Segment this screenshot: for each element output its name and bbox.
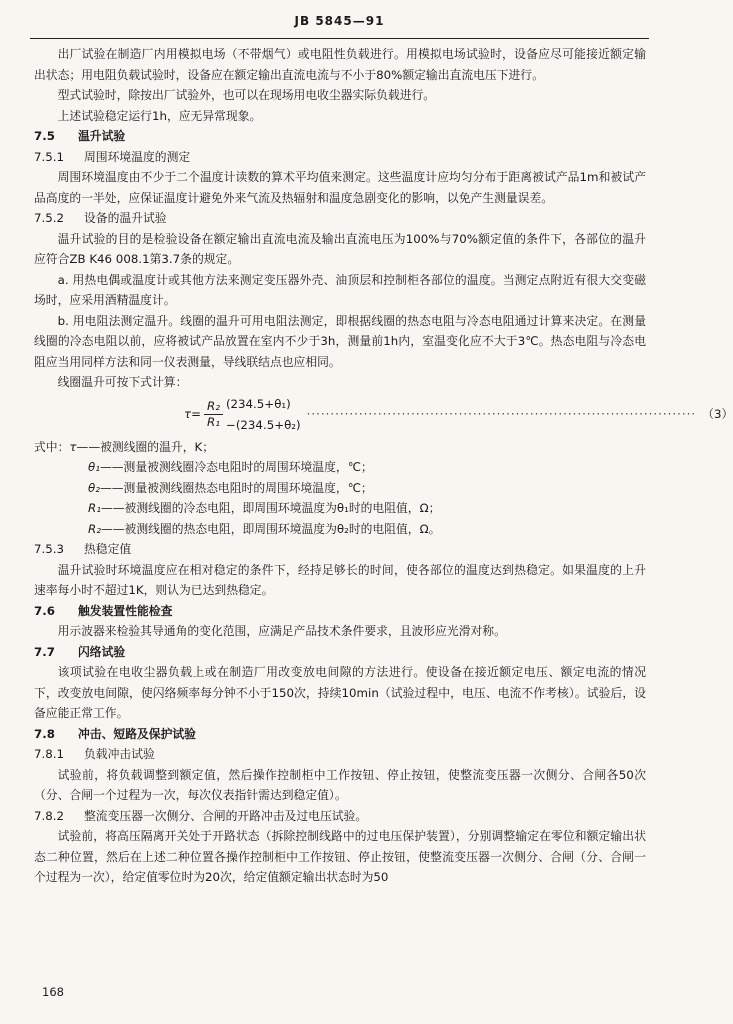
- paragraph: 用示波器来检验其导通角的变化范围，应满足产品技术条件要求，且波形应光滑对称。: [57, 624, 506, 638]
- definition-item: θ₂——测量被测线圈热态电阻时的周围环境温度，℃；: [88, 480, 373, 495]
- paragraph: 试验前，将高压隔离开关处于开路状态（拆除控制线路中的过电压保护装置），分别调整输定在零位和额定输出状态二种位置，然后在上述二种位置各操作控制柜中工作按钮、停止按钮，使整流变压器一次侧分、合闸（分、合闸一个过程为一次），给定值零位时为20次，给定值额定输出状态时为50: [34, 829, 646, 884]
- section-title: 闪络试验: [78, 644, 126, 659]
- equation-lhs: τ=: [184, 407, 201, 422]
- page-number: 168: [42, 985, 64, 999]
- paragraph: 温升试验的目的是检验设备在额定输出直流电流及输出直流电压为100%与70%额定值的条件下，各部位的温升应符合ZB K46 008.1第3.7条的规定。: [34, 231, 646, 266]
- symbol: θ₂: [88, 480, 100, 495]
- leader-dots: ··················································································: [306, 407, 697, 422]
- subsection-heading: [34, 539, 646, 560]
- symbol: R₁: [88, 501, 101, 515]
- section-title: 冲击、短路及保护试验: [78, 726, 196, 741]
- definition-item: R₁——被测线圈的冷态电阻，即周围环境温度为θ₁时的电阻值，Ω；: [88, 501, 441, 515]
- section-number: 7.8.2: [34, 808, 65, 823]
- subsection-heading: [34, 744, 646, 765]
- section-title: 周围环境温度的测定: [84, 149, 191, 164]
- definition-item: R₂——被测线圈的热态电阻，即周围环境温度为θ₂时的电阻值，Ω。: [88, 521, 441, 536]
- section-number: 7.5.1: [34, 149, 65, 164]
- section-heading: [34, 126, 646, 147]
- fraction-denominator: R₁: [207, 415, 220, 429]
- standard-number: JB 5845—91: [294, 14, 385, 28]
- paragraph: 上述试验稳定运行1h，应无异常现象。: [57, 108, 262, 123]
- paragraph: 出厂试验在制造厂内用模拟电场（不带烟气）或电阻性负载进行。用模拟电场试验时，设备应尽可能接近额定输出状态；用电阻负载试验时，设备应在额定输出直流电流与不小于80%额定输出直流电压下进行。: [34, 47, 646, 82]
- paragraph: b. 用电阻法测定温升。线圈的温升可用电阻法测定，即根据线圈的热态电阻与冷态电阻通过计算来决定。在测量线圈的冷态电阻以前，应将被试产品放置在室内不少于3h，测量前1h内，室温变化应不大于3℃。热态电阻与冷态电阻应当用同样方法和同一仪表测量，导线联结点也应相同。: [34, 313, 646, 369]
- section-number: 7.5: [34, 129, 55, 143]
- subsection-heading: [34, 147, 646, 168]
- variable-definitions: [34, 437, 646, 540]
- section-number: 7.5.3: [34, 542, 65, 556]
- section-title: 负载冲击试验: [84, 747, 155, 761]
- symbol: θ₁: [88, 460, 100, 474]
- symbol: τ: [69, 439, 77, 454]
- definition-item: θ₁——测量被测线圈冷态电阻时的周围环境温度，℃；: [88, 460, 373, 474]
- section-title: 触发装置性能检查: [78, 603, 173, 618]
- paragraph: 温升试验时环境温度应在相对稳定的条件下，经持足够长的时间，使各部位的温度达到热稳定。如果温度的上升速率每小时不超过1K，则认为已达到热稳定。: [34, 562, 646, 597]
- equation-rhs: (234.5+θ₁)−(234.5+θ₂): [225, 397, 301, 432]
- subsection-heading: [34, 806, 646, 827]
- section-number: 7.8: [34, 726, 55, 741]
- equation-number: （3）: [702, 407, 733, 422]
- section-heading: [34, 601, 646, 622]
- equation-fraction: [204, 399, 223, 430]
- paragraph: 线圈温升可按下式计算：: [57, 375, 188, 389]
- paragraph: 周围环境温度由不少于二个温度计读数的算术平均值来测定。这些温度计应均匀分布于距离被试产品1m和被试产品高度的一半处，应保证温度计避免外来气流及热辐射和温度急剧变化的影响，以免产生测量误差。: [34, 170, 646, 205]
- page-header: [30, 10, 649, 39]
- paragraph: 型式试验时，除按出厂试验外，也可以在现场用电收尘器实际负载进行。: [57, 88, 436, 102]
- section-number: 7.8.1: [34, 747, 65, 761]
- fraction-numerator: R₂: [204, 399, 223, 415]
- subsection-heading: [34, 208, 646, 229]
- section-number: 7.6: [34, 603, 55, 618]
- section-heading: [34, 724, 646, 745]
- section-heading: [34, 642, 646, 663]
- paragraph: 试验前，将负载调整到额定值，然后操作控制柜中工作按钮、停止按钮，使整流变压器一次侧分、合闸各50次（分、合闸一个过程为一次，每次仪表指针需达到稳定值）。: [34, 767, 646, 802]
- equation: [184, 397, 733, 433]
- section-title: 设备的温升试验: [84, 211, 167, 225]
- paragraph: 该项试验在电收尘器负载上或在制造厂用改变放电间隙的方法进行。使设备在接近额定电压、额定电流的情况下，改变放电间隙，使闪络频率每分钟不小于150次，持续10min（试验过程中，电压、电流不作考核）。试验后，设备应能正常工作。: [34, 665, 646, 720]
- symbol: R₂: [88, 521, 101, 536]
- definition-item: 式中：τ——被测线圈的温升，K；: [34, 439, 215, 454]
- section-number: 7.7: [34, 644, 55, 659]
- paragraph: a. 用热电偶或温度计或其他方法来测定变压器外壳、油顶层和控制柜各部位的温度。当测定点附近有很大交变磁场时，应采用酒精温度计。: [34, 272, 646, 307]
- section-title: 整流变压器一次侧分、合闸的开路冲击及过电压试验。: [84, 808, 368, 823]
- section-title: 温升试验: [78, 129, 126, 143]
- page-body: [34, 44, 733, 888]
- section-number: 7.5.2: [34, 211, 65, 225]
- section-title: 热稳定值: [84, 542, 132, 556]
